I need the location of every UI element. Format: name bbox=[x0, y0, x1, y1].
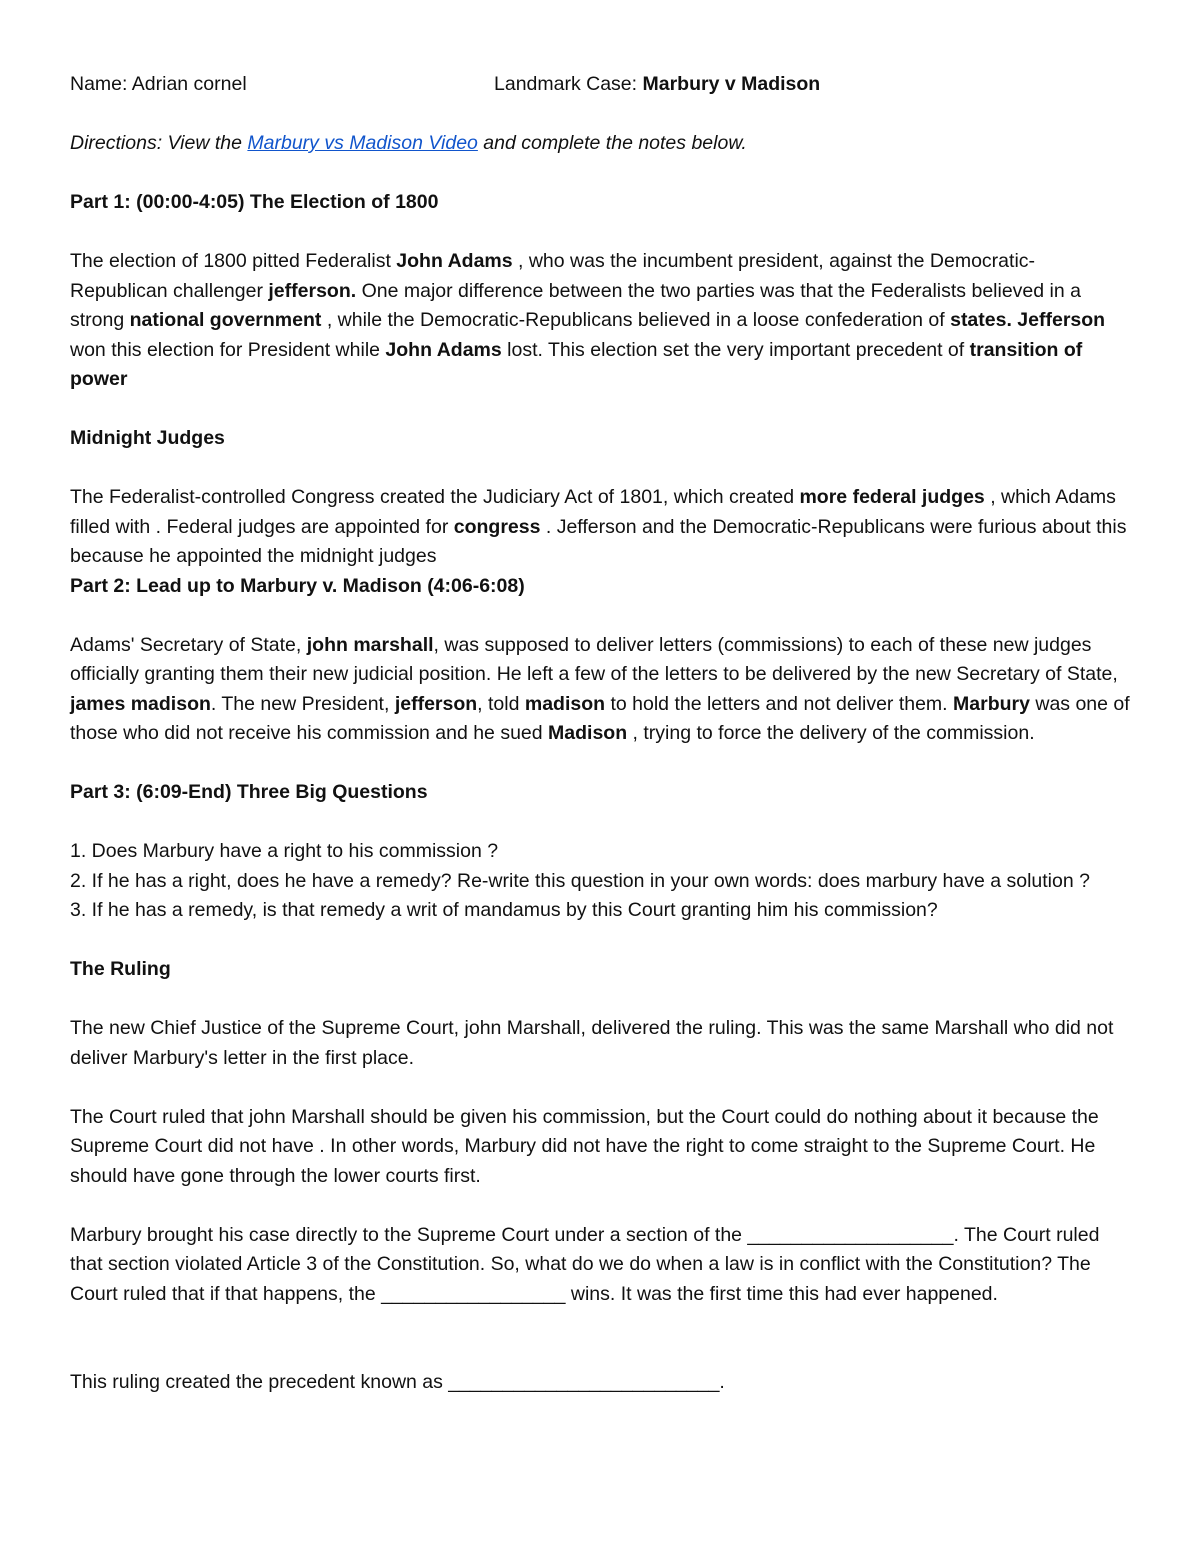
part3-heading: Part 3: (6:09-End) Three Big Questions bbox=[70, 781, 428, 803]
midnight-judges-paragraph: The Federalist-controlled Congress created the Judiciary Act of 1801, which created more federal judges , which Adams filled with . Federal judges are appointed for congress . Jefferson and the Democratic-Republicans were furious about this because he appointed the midnight judges bbox=[70, 486, 1127, 567]
landmark-case-label: Landmark Case: bbox=[494, 73, 643, 95]
ruling-paragraph-2: The Court ruled that john Marshall should be given his commission, but the Court could do nothing about it because the Supreme Court did not have . In other words, Marbury did not have the right to come straight to the Supreme Court. He should have gone through the lower courts first. bbox=[70, 1105, 1099, 1187]
video-link[interactable]: Marbury vs Madison Video bbox=[247, 132, 478, 154]
ruling-paragraph-3: Marbury brought his case directly to the Supreme Court under a section of the ___________________. The Court ruled that section violated Article 3 of the Constitution. So, what do we do when a law is in conflict with the Constitution? The Court ruled that if that happens, the _________________ wins. It was the first time this had ever happened. bbox=[70, 1223, 1100, 1305]
part1-paragraph: The election of 1800 pitted Federalist John Adams , who was the incumbent president, against the Democratic-Republican challenger jefferson. One major difference between the two parties was that the Federalists believed in a strong national government , while the Democratic-Republicans believed in a loose confederation of states. Jefferson won this election for President while John Adams lost. This election set the very important precedent of transition of power bbox=[70, 250, 1106, 390]
answer-madison: madison bbox=[524, 692, 606, 715]
question-2: 2. If he has a right, does he have a remedy? Re-write this question in your own words: does marbury have a solution ? bbox=[70, 869, 1090, 892]
answer-national-government: national government bbox=[129, 309, 322, 331]
answer-john-adams: John Adams bbox=[396, 250, 513, 272]
answer-madison-sued: Madison bbox=[548, 722, 628, 744]
midnight-judges-heading: Midnight Judges bbox=[70, 427, 225, 449]
part2-paragraph: Adams' Secretary of State, john marshall, was supposed to deliver letters (commissions) to each of these new judges officially granting them their new judicial position. He left a few of the letters to be delivered by the new Secretary of State, james madison. The new President, jefferson, told madison to hold the letters and not deliver them. Marbury was one of those who did not receive his commission and he sued Madison , trying to force the delivery of the commission. bbox=[70, 633, 1130, 744]
answer-congress: congress bbox=[453, 515, 541, 538]
question-3: 3. If he has a remedy, is that remedy a writ of mandamus by this Court granting him his commission? bbox=[70, 899, 938, 921]
directions: Directions: View the Marbury vs Madison Video and complete the notes below. bbox=[70, 132, 747, 154]
part2-heading: Part 2: Lead up to Marbury v. Madison (4:06-6:08) bbox=[70, 574, 525, 597]
answer-john-marshall: john marshall bbox=[306, 633, 434, 656]
landmark-case bbox=[494, 70, 820, 100]
answer-jefferson: jefferson. bbox=[268, 279, 357, 302]
ruling-heading: The Ruling bbox=[70, 958, 171, 980]
ruling-paragraph-4: This ruling created the precedent known as _________________________. bbox=[70, 1371, 725, 1393]
landmark-case-name: Marbury v Madison bbox=[642, 73, 821, 95]
document-page bbox=[70, 70, 1130, 1398]
answer-john-adams-lost: John Adams bbox=[385, 338, 502, 361]
question-1: 1. Does Marbury have a right to his commission ? bbox=[70, 840, 499, 862]
answer-james-madison: james madison bbox=[70, 692, 211, 715]
ruling-paragraph-1: The new Chief Justice of the Supreme Court, john Marshall, delivered the ruling. This was the same Marshall who did not deliver Marbury's letter in the first place. bbox=[70, 1017, 1114, 1069]
header-row bbox=[70, 70, 1130, 100]
answer-more-federal-judges: more federal judges bbox=[799, 486, 985, 508]
answer-jefferson-president: jefferson bbox=[394, 692, 478, 715]
part1-heading: Part 1: (00:00-4:05) The Election of 1800 bbox=[70, 191, 439, 213]
answer-states-jefferson: states. Jefferson bbox=[950, 309, 1106, 331]
answer-transition-of-power: transition of power bbox=[70, 338, 1083, 390]
answer-marbury: Marbury bbox=[953, 692, 1030, 715]
student-name: Name: Adrian cornel bbox=[70, 73, 247, 95]
